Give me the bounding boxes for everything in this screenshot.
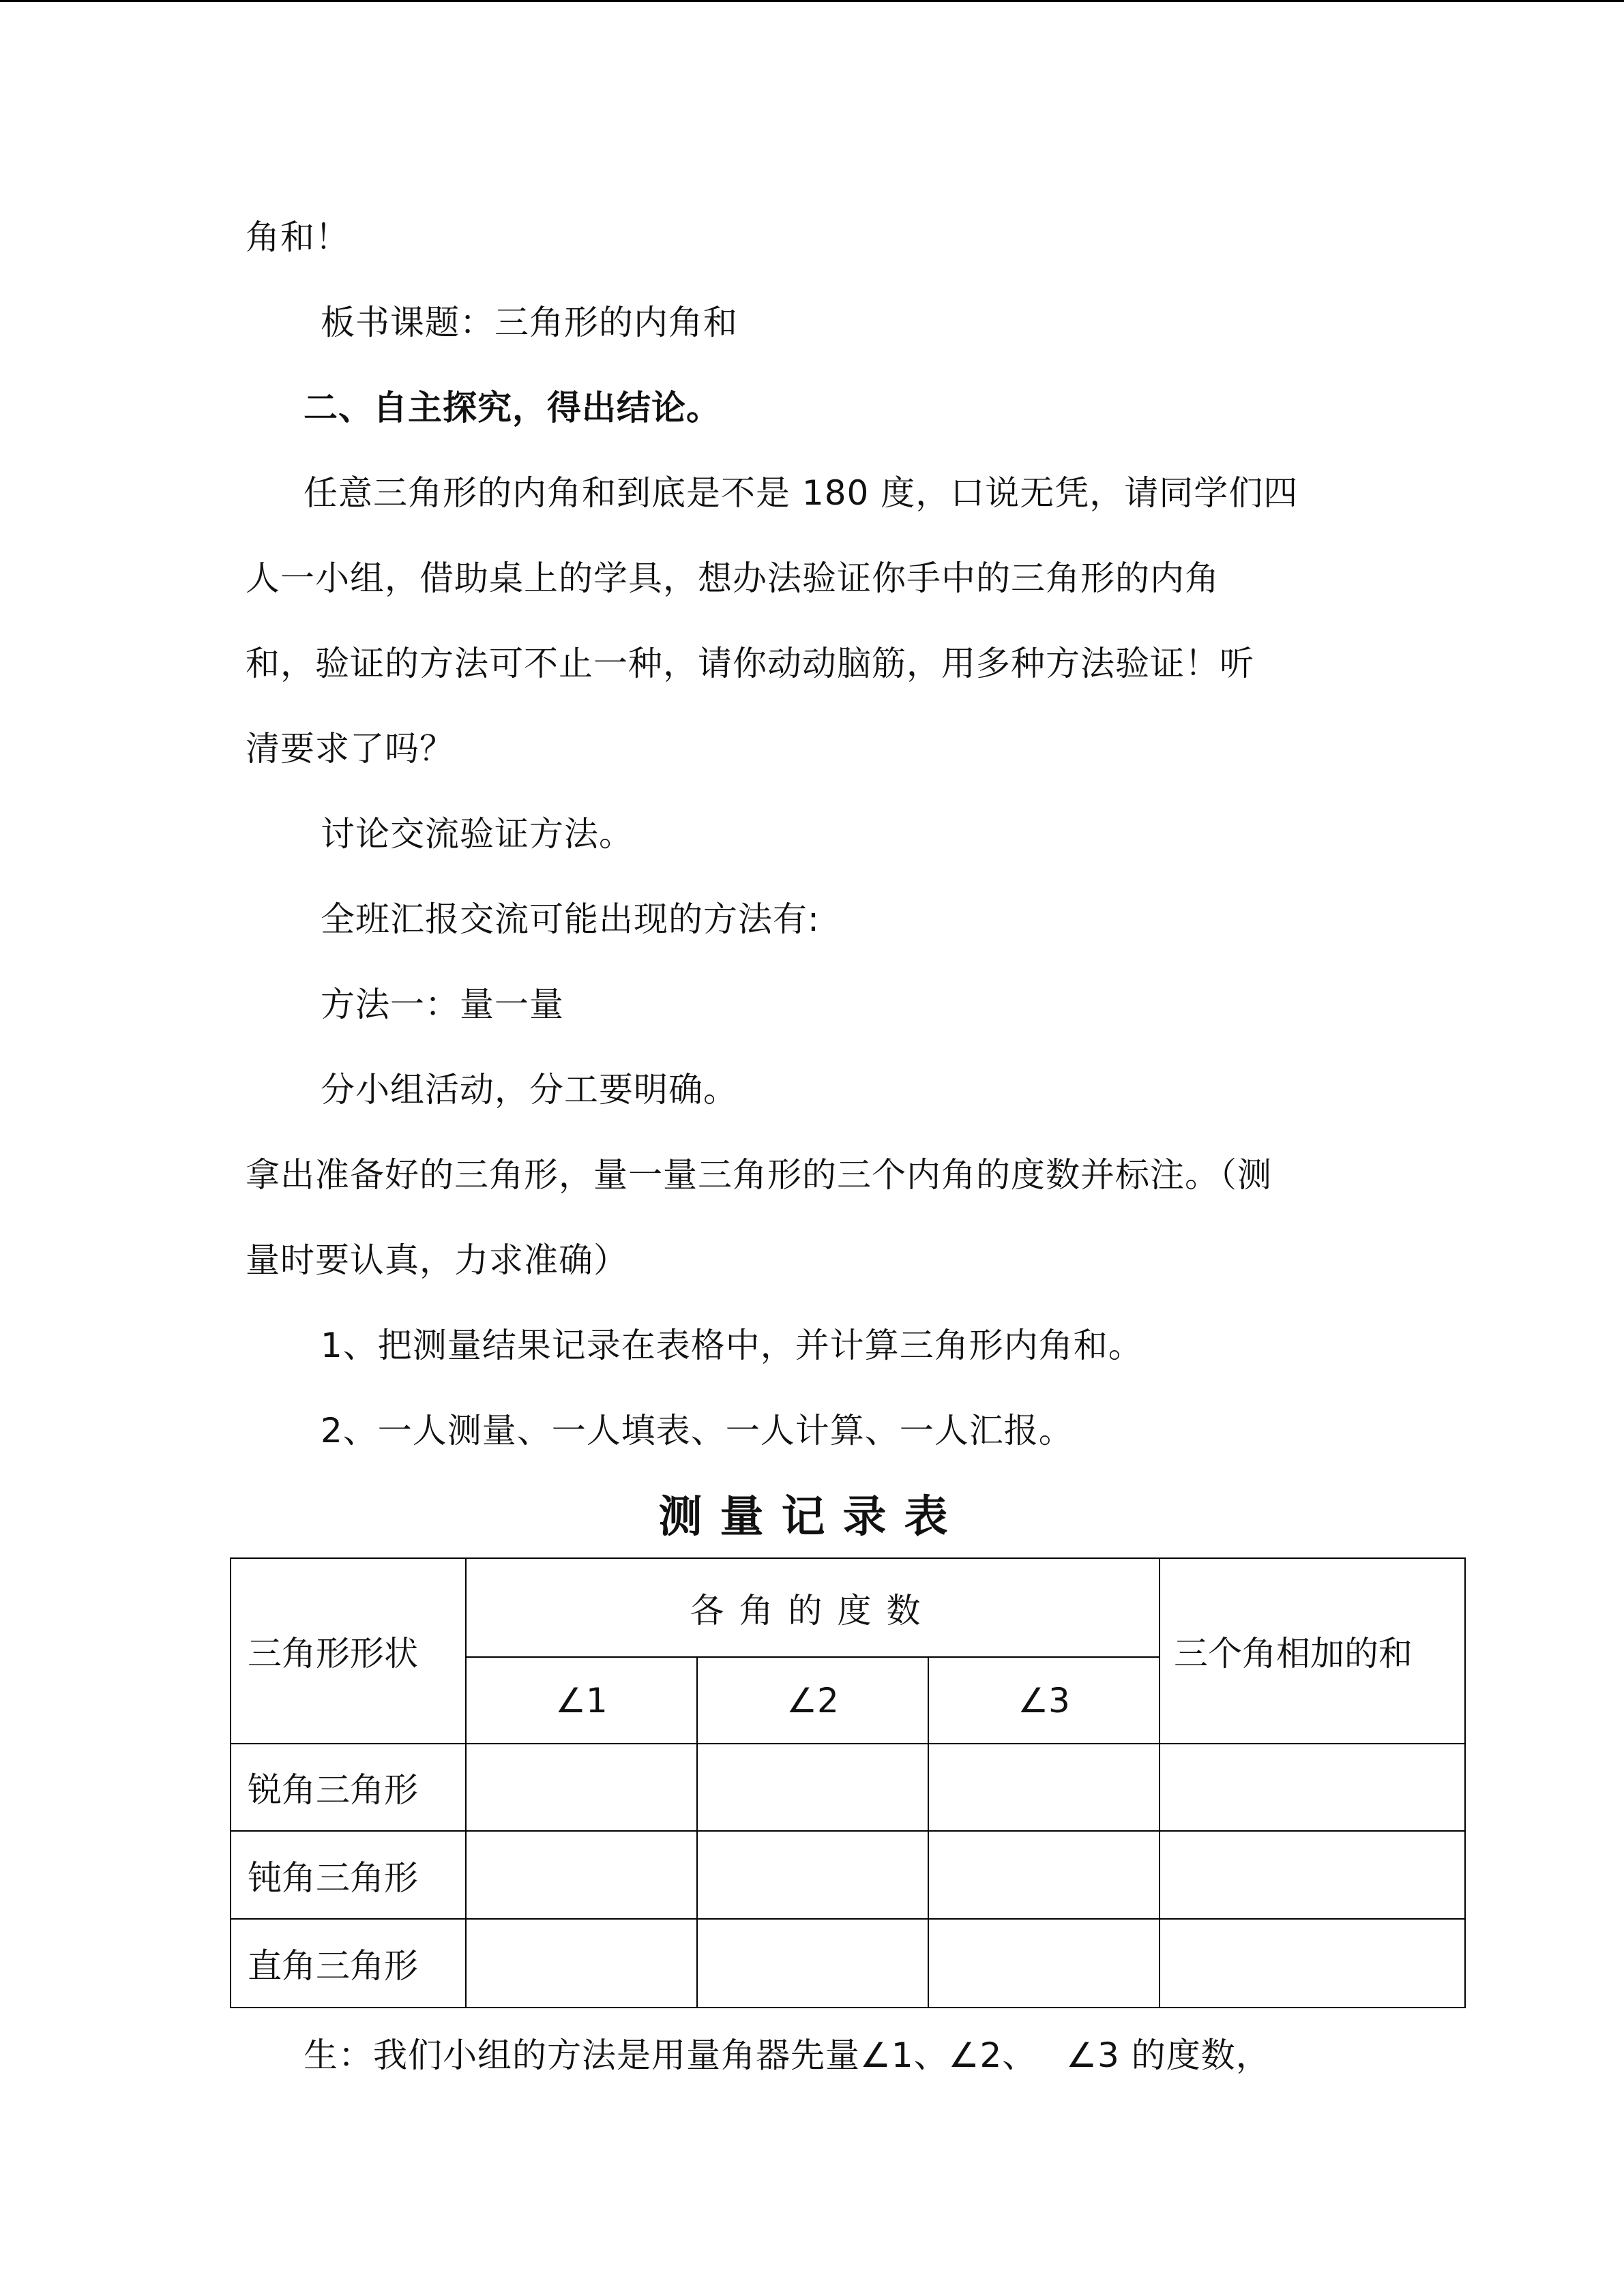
header-angle-1: ∠1 (466, 1657, 697, 1744)
paragraph-line: 和，验证的方法可不止一种，请你动动脑筋，用多种方法验证！听 (246, 644, 1254, 683)
paragraph-line: 讨论交流验证方法。 (321, 814, 634, 854)
table-row (231, 1831, 1465, 1919)
cell-angle-2 (697, 1919, 928, 2008)
paragraph-line: 方法一：量一量 (321, 985, 564, 1024)
cell-angle-2 (697, 1831, 928, 1919)
header-shape: 三角形形状 (231, 1558, 466, 1744)
paragraph-line: 任意三角形的内角和到底是不是 180 度，口说无凭，请同学们四 (304, 473, 1299, 513)
header-angles-group: 各角的度数 (466, 1558, 1160, 1657)
closing-line: 生：我们小组的方法是用量角器先量∠1、∠2、 ∠3 的度数， (304, 2036, 1271, 2075)
header-sum: 三个角相加的和 (1160, 1558, 1465, 1744)
cell-sum (1160, 1744, 1465, 1831)
paragraph-line: 2、一人测量、一人填表、一人计算、一人汇报。 (321, 1411, 1074, 1450)
paragraph-line: 角和！ (246, 218, 350, 257)
row-shape-right: 直角三角形 (231, 1919, 466, 2008)
row-shape-obtuse: 钝角三角形 (231, 1831, 466, 1919)
section-heading: 二、自主探究，得出结论。 (304, 388, 721, 428)
table-caption: 测量记录表 (658, 1492, 966, 1542)
cell-angle-3 (928, 1919, 1160, 2008)
header-angle-3: ∠3 (928, 1657, 1160, 1744)
cell-angle-1 (466, 1744, 697, 1831)
cell-sum (1160, 1831, 1465, 1919)
cell-angle-1 (466, 1919, 697, 2008)
paragraph-line: 拿出准备好的三角形，量一量三角形的三个内角的度数并标注。（测 (246, 1155, 1272, 1195)
cell-sum (1160, 1919, 1465, 2008)
measurement-table (230, 1557, 1466, 2008)
cell-angle-3 (928, 1744, 1160, 1831)
paragraph-line: 1、把测量结果记录在表格中，并计算三角形内角和。 (321, 1326, 1143, 1365)
table-row (231, 1919, 1465, 2008)
paragraph-line: 板书课题：三角形的内角和 (321, 303, 738, 342)
paragraph-line: 量时要认真，力求准确） (246, 1240, 628, 1280)
page-top-border (0, 0, 1624, 2)
paragraph-line: 分小组活动，分工要明确。 (321, 1070, 738, 1109)
header-angle-2: ∠2 (697, 1657, 928, 1744)
row-shape-acute: 锐角三角形 (231, 1744, 466, 1831)
cell-angle-1 (466, 1831, 697, 1919)
cell-angle-3 (928, 1831, 1160, 1919)
paragraph-line: 全班汇报交流可能出现的方法有: (321, 899, 820, 939)
cell-angle-2 (697, 1744, 928, 1831)
paragraph-line: 清要求了吗？ (246, 729, 454, 769)
table-row (231, 1744, 1465, 1831)
paragraph-line: 人一小组，借助桌上的学具，想办法验证你手中的三角形的内角 (246, 558, 1220, 598)
